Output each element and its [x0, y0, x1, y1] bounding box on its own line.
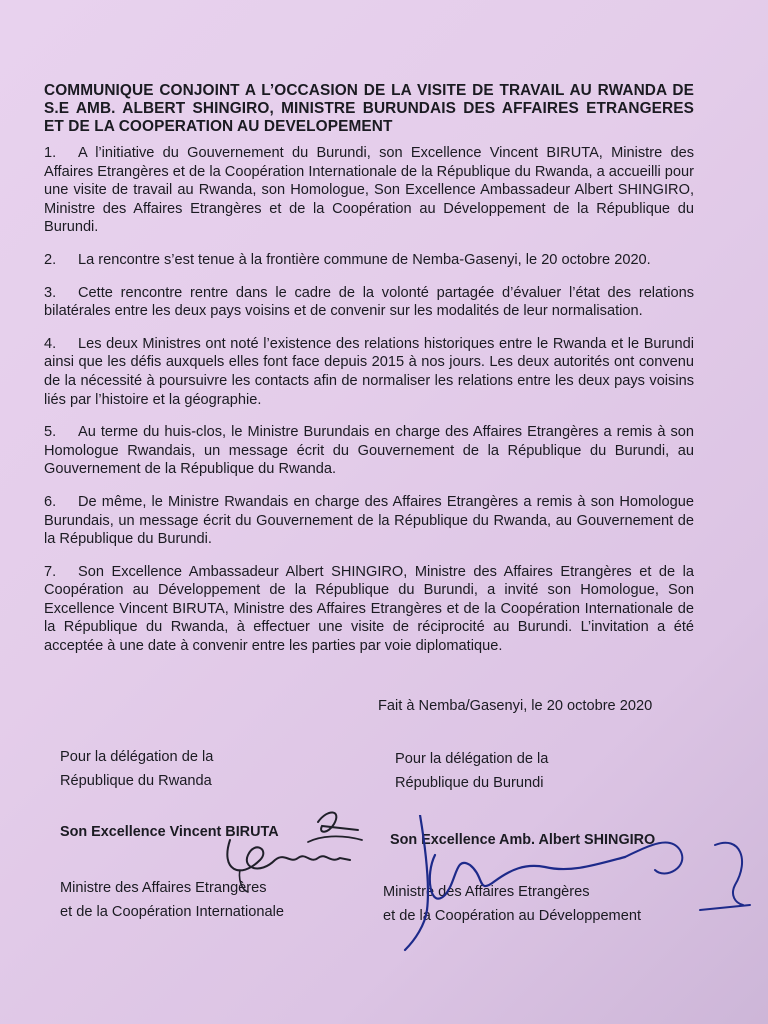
paragraph-text: Cette rencontre rentre dans le cadre de la volonté partagée d’évaluer l’état des relations bilatérales entre les deux pays voisins et de convenir sur les modalités de leur normalisation. — [44, 284, 694, 320]
role-line: et de la Coopération Internationale — [60, 904, 284, 920]
rwanda-delegation-heading — [60, 749, 213, 789]
delegation-line: Pour la délégation de la — [395, 751, 549, 767]
paragraph-4 — [44, 335, 694, 409]
paragraph-number: 6. — [44, 493, 57, 510]
paragraph-7 — [44, 563, 694, 656]
paragraph-1 — [44, 144, 694, 237]
paragraph-number: 7. — [44, 563, 57, 580]
paragraph-5 — [44, 423, 694, 479]
role-line: et de la Coopération au Développement — [383, 908, 641, 924]
burundi-delegation-heading — [395, 751, 548, 791]
paragraph-text: Au terme du huis-clos, le Ministre Burundais en charge des Affaires Etrangères a remis à son Homologue Rwandais, un message écrit du Gouvernement de la République du Burundi, au Gouvernement de la République du Rwanda. — [44, 424, 694, 478]
paragraph-text: La rencontre s’est tenue à la frontière commune de Nemba-Gasenyi, le 20 octobre 2020. — [78, 251, 651, 268]
paragraph-text: Son Excellence Ambassadeur Albert SHINGIRO, Ministre des Affaires Etrangères et de la Coopération au Développement de la République du Burundi, a invité son Homologue, Son Excellence Vincent BIRUTA, Ministre des Affaires Etrangères et de la Coopération Internationale de la République du Rwanda, à effectuer une visite de réciprocité au Burundi. L’invitation a été acceptée à une date à convenir entre les parties par voie diplomatique. — [44, 563, 694, 655]
paragraph-6 — [44, 493, 694, 549]
paragraph-number: 4. — [44, 335, 57, 352]
delegation-country: République du Rwanda — [60, 773, 212, 789]
paragraph-3 — [44, 284, 694, 321]
burundi-signature — [385, 815, 760, 955]
delegation-country: République du Burundi — [395, 775, 544, 791]
paragraph-2 — [44, 251, 694, 270]
paragraph-text: A l’initiative du Gouvernement du Burundi, son Excellence Vincent BIRUTA, Ministre des Affaires Etrangères et de la Coopération Internationale de la République du Rwanda, a accueilli pour une visite de travail au Rwanda, son Homologue, Son Excellence Ambassadeur Albert SHINGIRO, Ministre des Affaires Etrangères et de la Coopération au Développement de la République du Burundi. — [44, 145, 694, 236]
paragraph-number: 2. — [44, 251, 57, 268]
paragraph-text: De même, le Ministre Rwandais en charge des Affaires Etrangères a remis à son Homologue Burundais, un message écrit du Gouvernement de la République du Rwanda, au Gouvernement de la République du Burundi. — [44, 493, 694, 548]
document-title: COMMUNIQUE CONJOINT A L’OCCASION DE LA VISITE DE TRAVAIL AU RWANDA DE S.E AMB. ALBERT SHINGIRO, MINISTRE BURUNDAIS DES AFFAIRES ETRANGERES ET DE LA COOPERATION AU DEVELOPEMENT — [44, 82, 694, 135]
paragraph-number: 3. — [44, 284, 57, 301]
rwanda-signature — [200, 800, 380, 900]
paragraph-text: Les deux Ministres ont noté l’existence des relations historiques entre le Rwanda et le Burundi ainsi que les défis auxquels elles font face depuis 2015 à nos jours. Les deux autorités ont convenu de la nécessité à poursuivre les contacts afin de normaliser les relations entre les deux pays voisins liés par l’histoire et la géographie. — [44, 335, 694, 408]
delegation-line: Pour la délégation de la — [60, 749, 214, 765]
burundi-signatory-name: Son Excellence Amb. Albert SHINGIRO — [390, 832, 656, 848]
role-line: Ministre des Affaires Etrangères — [60, 880, 267, 896]
place-date-line: Fait à Nemba/Gasenyi, le 20 octobre 2020 — [378, 698, 653, 714]
paragraph-number: 5. — [44, 424, 57, 441]
paragraph-number: 1. — [44, 145, 57, 161]
role-line: Ministre des Affaires Etrangères — [383, 884, 590, 900]
communique-body — [44, 82, 694, 670]
rwanda-signatory-name: Son Excellence Vincent BIRUTA — [60, 824, 279, 840]
